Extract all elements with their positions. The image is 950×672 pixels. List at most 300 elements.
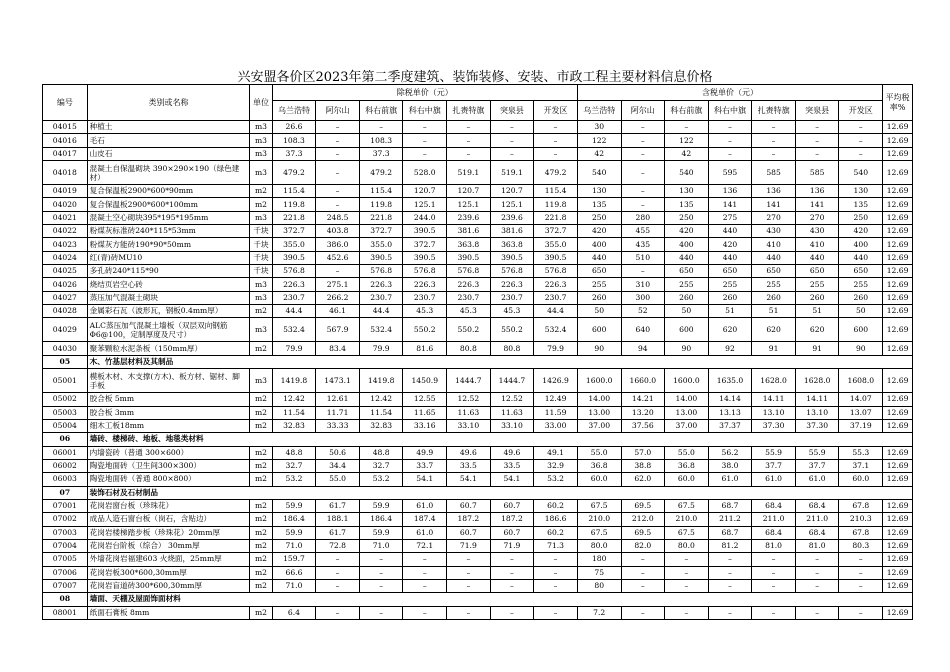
cell-price-incl-tax: 36.8 [665,459,709,472]
cell-price-excl-tax: 390.5 [272,251,316,264]
cell-unit: m3 [250,369,272,393]
table-row [43,553,913,566]
cell-price-excl-tax: 37.3 [272,147,316,160]
cell-price-incl-tax: – [839,121,883,134]
cell-price-excl-tax: 363.8 [490,238,534,251]
cell-price-incl-tax: – [839,566,883,579]
cell-price-incl-tax: 600 [665,318,709,342]
cell-tax-rate: 12.69 [883,305,913,318]
cell-tax-rate: 12.69 [883,278,913,291]
cell-price-incl-tax: 310 [621,278,665,291]
cell-price-excl-tax: 108.3 [272,134,316,147]
cell-price-excl-tax: 386.0 [316,238,360,251]
cell-price-incl-tax: 90 [665,342,709,355]
cell-price-excl-tax: – [359,606,403,619]
header-region-ex: 开发区 [534,101,578,121]
header-incl-tax: 含税单价（元） [577,85,882,101]
cell-price-incl-tax: 435 [621,238,665,251]
cell-price-excl-tax: 519.1 [447,161,491,185]
cell-price-incl-tax: 410 [752,238,796,251]
cell-price-excl-tax: 11.71 [316,406,360,419]
cell-tax-rate: 12.69 [883,318,913,342]
cell-price-excl-tax: 120.7 [403,185,447,198]
cell-price-excl-tax: 79.9 [272,342,316,355]
cell-price-excl-tax: – [403,606,447,619]
cell-code: 04025 [43,265,88,278]
cell-price-excl-tax: – [490,147,534,160]
cell-price-incl-tax: 52 [621,305,665,318]
cell-price-incl-tax: 255 [665,278,709,291]
cell-price-excl-tax: 79.9 [534,342,578,355]
cell-price-incl-tax: – [621,134,665,147]
cell-name: 金属彩石瓦（波形瓦，钢板0.4mm厚） [87,305,250,318]
cell-price-incl-tax: – [752,553,796,566]
cell-price-excl-tax: – [403,134,447,147]
table-row [43,291,913,304]
cell-price-excl-tax: 226.3 [272,278,316,291]
cell-code: 05001 [43,369,88,393]
cell-price-incl-tax: 37.7 [752,459,796,472]
cell-price-incl-tax: 255 [752,278,796,291]
cell-price-incl-tax: 620 [795,318,839,342]
cell-price-excl-tax: 390.5 [534,251,578,264]
section-name: 墙砖、楼梯砖、地板、地毯类材料 [87,433,912,446]
cell-price-excl-tax: 49.6 [490,446,534,459]
cell-price-incl-tax: 420 [839,225,883,238]
cell-unit: m2 [250,305,272,318]
cell-price-excl-tax: 576.8 [534,265,578,278]
cell-code: 07006 [43,566,88,579]
cell-price-excl-tax: 230.7 [534,291,578,304]
page-title: 兴安盟各价区2023年第二季度建筑、装饰装修、安装、市政工程主要材料信息价格 [237,70,713,85]
cell-price-incl-tax: 51 [795,305,839,318]
cell-tax-rate: 12.69 [883,161,913,185]
cell-price-excl-tax: 12.61 [316,393,360,406]
cell-price-excl-tax: 34.4 [316,459,360,472]
cell-tax-rate: 12.69 [883,211,913,224]
cell-price-incl-tax: – [752,606,796,619]
cell-price-incl-tax: – [708,606,752,619]
cell-name: 花岗岩台阶板（综合） 30mm厚 [87,539,250,552]
table-row [43,566,913,579]
cell-code: 05003 [43,406,88,419]
header-region-ex: 科右前旗 [359,101,403,121]
cell-price-incl-tax: 60.0 [577,473,621,486]
cell-price-incl-tax: 130 [577,185,621,198]
cell-price-excl-tax: 11.54 [272,406,316,419]
cell-price-incl-tax: 14.11 [752,393,796,406]
cell-price-incl-tax: 91 [752,342,796,355]
cell-price-excl-tax: 32.7 [272,459,316,472]
cell-price-incl-tax: 255 [577,278,621,291]
cell-price-incl-tax: 600 [577,318,621,342]
cell-price-excl-tax: 12.52 [447,393,491,406]
cell-price-excl-tax: 79.9 [359,342,403,355]
header-region-ex: 阿尔山 [316,101,360,121]
cell-price-excl-tax: – [490,553,534,566]
cell-price-excl-tax: – [316,579,360,592]
cell-price-incl-tax: 400 [665,238,709,251]
cell-price-incl-tax: 141 [708,198,752,211]
header-avg-tax: 平均税率% [883,85,913,121]
cell-price-incl-tax: 141 [795,198,839,211]
cell-price-incl-tax: 430 [752,225,796,238]
header-region-in: 扎赉特旗 [752,101,796,121]
cell-price-incl-tax: 650 [752,265,796,278]
cell-price-excl-tax: – [534,566,578,579]
cell-price-excl-tax: 363.8 [447,238,491,251]
cell-price-incl-tax: 50 [839,305,883,318]
cell-price-incl-tax: 510 [621,251,665,264]
cell-price-excl-tax: 61.0 [403,526,447,539]
cell-price-excl-tax: 550.2 [447,318,491,342]
cell-unit: 千块 [250,238,272,251]
cell-price-excl-tax: 115.4 [272,185,316,198]
cell-price-excl-tax: 372.7 [359,225,403,238]
cell-price-incl-tax: – [708,134,752,147]
cell-unit: m3 [250,121,272,134]
cell-unit: m2 [250,473,272,486]
cell-price-incl-tax: 595 [708,161,752,185]
cell-unit: m2 [250,459,272,472]
cell-price-excl-tax: – [534,134,578,147]
table-row [43,121,913,134]
cell-price-incl-tax: 270 [752,211,796,224]
cell-price-incl-tax: – [752,134,796,147]
cell-price-excl-tax: 44.4 [272,305,316,318]
cell-price-incl-tax: – [621,161,665,185]
cell-price-excl-tax: 1426.9 [534,369,578,393]
cell-name: 陶瓷地面砖（卫生间300×300） [87,459,250,472]
section-row [43,486,913,499]
table-body [43,121,913,620]
cell-price-excl-tax: 60.7 [490,499,534,512]
cell-price-excl-tax: 66.6 [272,566,316,579]
header-region-in: 开发区 [839,101,883,121]
cell-price-incl-tax: 400 [839,238,883,251]
cell-unit: m2 [250,499,272,512]
header-region-ex: 乌兰浩特 [272,101,316,121]
cell-price-incl-tax: – [795,134,839,147]
cell-price-excl-tax: 49.9 [403,446,447,459]
cell-price-incl-tax: 1608.0 [839,369,883,393]
cell-price-excl-tax: 1444.7 [447,369,491,393]
cell-tax-rate: 12.69 [883,185,913,198]
cell-tax-rate: 12.69 [883,513,913,526]
cell-price-excl-tax: 59.9 [272,499,316,512]
cell-price-excl-tax: 125.1 [447,198,491,211]
cell-price-excl-tax: 60.7 [490,526,534,539]
cell-price-incl-tax: 57.0 [621,446,665,459]
cell-price-excl-tax: 390.5 [403,251,447,264]
cell-price-excl-tax: 125.1 [403,198,447,211]
cell-price-excl-tax: 60.7 [447,499,491,512]
cell-unit: 千块 [250,225,272,238]
cell-price-incl-tax: 440 [708,251,752,264]
cell-price-excl-tax: 186.4 [359,513,403,526]
cell-price-excl-tax: – [316,185,360,198]
cell-price-excl-tax: – [490,121,534,134]
cell-price-incl-tax: 13.00 [577,406,621,419]
cell-price-excl-tax: 59.9 [359,526,403,539]
cell-price-incl-tax: 37.1 [839,459,883,472]
cell-tax-rate: 12.69 [883,553,913,566]
cell-price-excl-tax: 54.1 [403,473,447,486]
cell-price-incl-tax: – [621,566,665,579]
cell-price-excl-tax: – [316,134,360,147]
cell-price-excl-tax: 44.4 [534,305,578,318]
cell-price-incl-tax: 640 [621,318,665,342]
cell-price-incl-tax: – [752,579,796,592]
cell-price-excl-tax: 33.10 [490,419,534,432]
cell-price-incl-tax: – [708,566,752,579]
cell-price-excl-tax: 12.42 [359,393,403,406]
cell-price-excl-tax: 33.16 [403,419,447,432]
cell-price-incl-tax: 80.0 [665,539,709,552]
cell-price-incl-tax: 62.0 [621,473,665,486]
cell-tax-rate: 12.69 [883,134,913,147]
cell-price-incl-tax: 420 [708,238,752,251]
cell-price-excl-tax: 60.2 [534,526,578,539]
cell-price-excl-tax: 125.1 [490,198,534,211]
cell-price-excl-tax: 372.7 [403,238,447,251]
cell-price-excl-tax: 80.8 [447,342,491,355]
cell-price-excl-tax: 119.8 [359,198,403,211]
cell-price-incl-tax: 94 [621,342,665,355]
cell-price-incl-tax: – [665,579,709,592]
cell-price-incl-tax: 210.0 [665,513,709,526]
cell-unit: m2 [250,419,272,432]
cell-unit: m2 [250,446,272,459]
cell-price-excl-tax: – [447,147,491,160]
cell-price-incl-tax: 135 [665,198,709,211]
cell-price-incl-tax: 1628.0 [795,369,839,393]
cell-price-excl-tax: 221.8 [272,211,316,224]
cell-code: 05004 [43,419,88,432]
cell-price-excl-tax: 59.9 [272,526,316,539]
cell-price-excl-tax: 355.0 [272,238,316,251]
cell-price-incl-tax: 136 [752,185,796,198]
cell-price-excl-tax: 226.3 [447,278,491,291]
header-region-in: 科右前旗 [665,101,709,121]
header-name: 类别或名称 [87,85,250,121]
cell-price-incl-tax: 420 [665,225,709,238]
cell-price-excl-tax: 26.6 [272,121,316,134]
cell-name: 多孔砖240*115*90 [87,265,250,278]
cell-price-excl-tax: – [316,606,360,619]
cell-unit: m3 [250,161,272,185]
cell-price-excl-tax: 381.6 [490,225,534,238]
cell-price-incl-tax: 90 [577,342,621,355]
cell-price-incl-tax: 211.0 [795,513,839,526]
cell-price-excl-tax: 452.6 [316,251,360,264]
cell-price-incl-tax: 38.0 [708,459,752,472]
cell-price-excl-tax: – [534,606,578,619]
cell-name: 混凝土空心砌块395*195*195mm [87,211,250,224]
cell-price-excl-tax: – [316,161,360,185]
cell-price-incl-tax: 14.00 [665,393,709,406]
cell-price-excl-tax: 187.4 [403,513,447,526]
cell-unit: m2 [250,579,272,592]
cell-price-incl-tax: 81.0 [752,539,796,552]
cell-price-incl-tax: 585 [752,161,796,185]
cell-price-incl-tax: – [621,185,665,198]
cell-code: 04030 [43,342,88,355]
cell-code: 08001 [43,606,88,619]
cell-price-excl-tax: 37.3 [359,147,403,160]
cell-price-incl-tax: 81.0 [795,539,839,552]
cell-name: 花岗岩窗台板（珍珠花） [87,499,250,512]
table-row [43,185,913,198]
cell-price-incl-tax: 410 [795,238,839,251]
cell-unit: m2 [250,393,272,406]
cell-name: 毛石 [87,134,250,147]
cell-price-excl-tax: 54.1 [447,473,491,486]
cell-price-incl-tax: 60.0 [839,473,883,486]
cell-price-incl-tax: 211.0 [752,513,796,526]
cell-price-excl-tax: – [316,566,360,579]
cell-price-excl-tax: – [316,553,360,566]
table-header [43,85,913,121]
cell-unit: m2 [250,342,272,355]
cell-price-excl-tax: – [534,121,578,134]
table-row [43,342,913,355]
cell-price-incl-tax: – [621,121,665,134]
cell-tax-rate: 12.69 [883,473,913,486]
cell-price-excl-tax: 230.7 [403,291,447,304]
cell-price-incl-tax: 68.7 [708,526,752,539]
cell-code: 06003 [43,473,88,486]
cell-price-incl-tax: 55.0 [665,446,709,459]
cell-unit: 千块 [250,265,272,278]
cell-price-excl-tax: – [316,198,360,211]
cell-price-incl-tax: 260 [665,291,709,304]
cell-price-excl-tax: 248.5 [316,211,360,224]
cell-tax-rate: 12.69 [883,265,913,278]
cell-price-excl-tax: 1419.8 [359,369,403,393]
table-row [43,161,913,185]
cell-code: 07001 [43,499,88,512]
cell-price-excl-tax: 33.5 [447,459,491,472]
cell-price-excl-tax: 528.0 [403,161,447,185]
cell-price-excl-tax: 60.2 [534,499,578,512]
cell-price-incl-tax: – [839,553,883,566]
cell-price-excl-tax: – [359,121,403,134]
section-code: 05 [43,355,88,368]
cell-tax-rate: 12.69 [883,121,913,134]
cell-price-incl-tax: – [795,147,839,160]
cell-price-excl-tax: 479.2 [359,161,403,185]
cell-price-incl-tax: – [795,121,839,134]
cell-code: 04017 [43,147,88,160]
cell-unit: m2 [250,513,272,526]
cell-price-incl-tax: 440 [577,251,621,264]
cell-price-incl-tax: 37.30 [752,419,796,432]
cell-price-incl-tax: 620 [708,318,752,342]
cell-price-excl-tax: – [447,134,491,147]
cell-price-incl-tax: 13.13 [708,406,752,419]
cell-price-incl-tax: 92 [708,342,752,355]
table-row [43,318,913,342]
cell-price-incl-tax: 80.3 [839,539,883,552]
cell-price-incl-tax: 260 [708,291,752,304]
cell-price-incl-tax: 55.0 [577,446,621,459]
cell-code: 04022 [43,225,88,238]
cell-price-excl-tax: 159.7 [272,553,316,566]
cell-tax-rate: 12.69 [883,526,913,539]
cell-price-incl-tax: – [621,265,665,278]
cell-price-incl-tax: 37.37 [708,419,752,432]
cell-unit: m3 [250,278,272,291]
table-row [43,419,913,432]
cell-price-incl-tax: 620 [752,318,796,342]
table-row [43,513,913,526]
cell-price-incl-tax: 61.0 [708,473,752,486]
cell-tax-rate: 12.69 [883,291,913,304]
cell-price-excl-tax: 532.4 [359,318,403,342]
cell-name: 成品人造石窗台板（岗石，含贴边） [87,513,250,526]
cell-price-excl-tax: 120.7 [447,185,491,198]
cell-price-incl-tax: – [621,606,665,619]
cell-price-incl-tax: 1660.0 [621,369,665,393]
cell-price-excl-tax: 115.4 [359,185,403,198]
cell-price-excl-tax: 44.4 [359,305,403,318]
cell-price-excl-tax: – [316,121,360,134]
cell-price-excl-tax: 49.6 [447,446,491,459]
cell-name: 花岗岩楼梯踏步板（珍珠花）20mm厚 [87,526,250,539]
cell-price-excl-tax: 81.6 [403,342,447,355]
cell-price-excl-tax: 33.10 [447,419,491,432]
cell-price-excl-tax: 71.3 [534,539,578,552]
cell-price-incl-tax: 55.9 [795,446,839,459]
cell-price-excl-tax: 32.83 [359,419,403,432]
cell-code: 04026 [43,278,88,291]
cell-price-excl-tax: 54.1 [490,473,534,486]
cell-price-incl-tax: 400 [577,238,621,251]
cell-name: 蒸压加气混凝土砌块 [87,291,250,304]
cell-price-incl-tax: – [621,147,665,160]
cell-price-excl-tax: – [403,579,447,592]
cell-name: 混凝土自保温砌块 390×290×190（绿色建材） [87,161,250,185]
cell-code: 04020 [43,198,88,211]
cell-price-incl-tax: 255 [839,278,883,291]
cell-unit: m2 [250,539,272,552]
cell-price-excl-tax: 355.0 [359,238,403,251]
cell-price-excl-tax: – [359,579,403,592]
cell-price-excl-tax: 576.8 [490,265,534,278]
cell-price-incl-tax: 67.5 [665,526,709,539]
cell-price-incl-tax: 68.7 [708,499,752,512]
cell-price-incl-tax: – [621,579,665,592]
cell-tax-rate: 12.69 [883,539,913,552]
cell-code: 04016 [43,134,88,147]
cell-price-excl-tax: 46.1 [316,305,360,318]
cell-tax-rate: 12.69 [883,369,913,393]
cell-price-excl-tax: 115.4 [534,185,578,198]
cell-price-incl-tax: 82.0 [621,539,665,552]
cell-price-excl-tax: – [534,553,578,566]
cell-price-excl-tax: 53.2 [359,473,403,486]
table-row [43,499,913,512]
cell-price-incl-tax: 540 [665,161,709,185]
cell-price-incl-tax: 135 [577,198,621,211]
header-region-ex: 科右中旗 [403,101,447,121]
cell-name: 纸面石膏板 8mm [87,606,250,619]
cell-price-incl-tax: 260 [752,291,796,304]
cell-tax-rate: 12.69 [883,459,913,472]
header-region-in: 突泉县 [795,101,839,121]
cell-price-excl-tax: 11.65 [403,406,447,419]
